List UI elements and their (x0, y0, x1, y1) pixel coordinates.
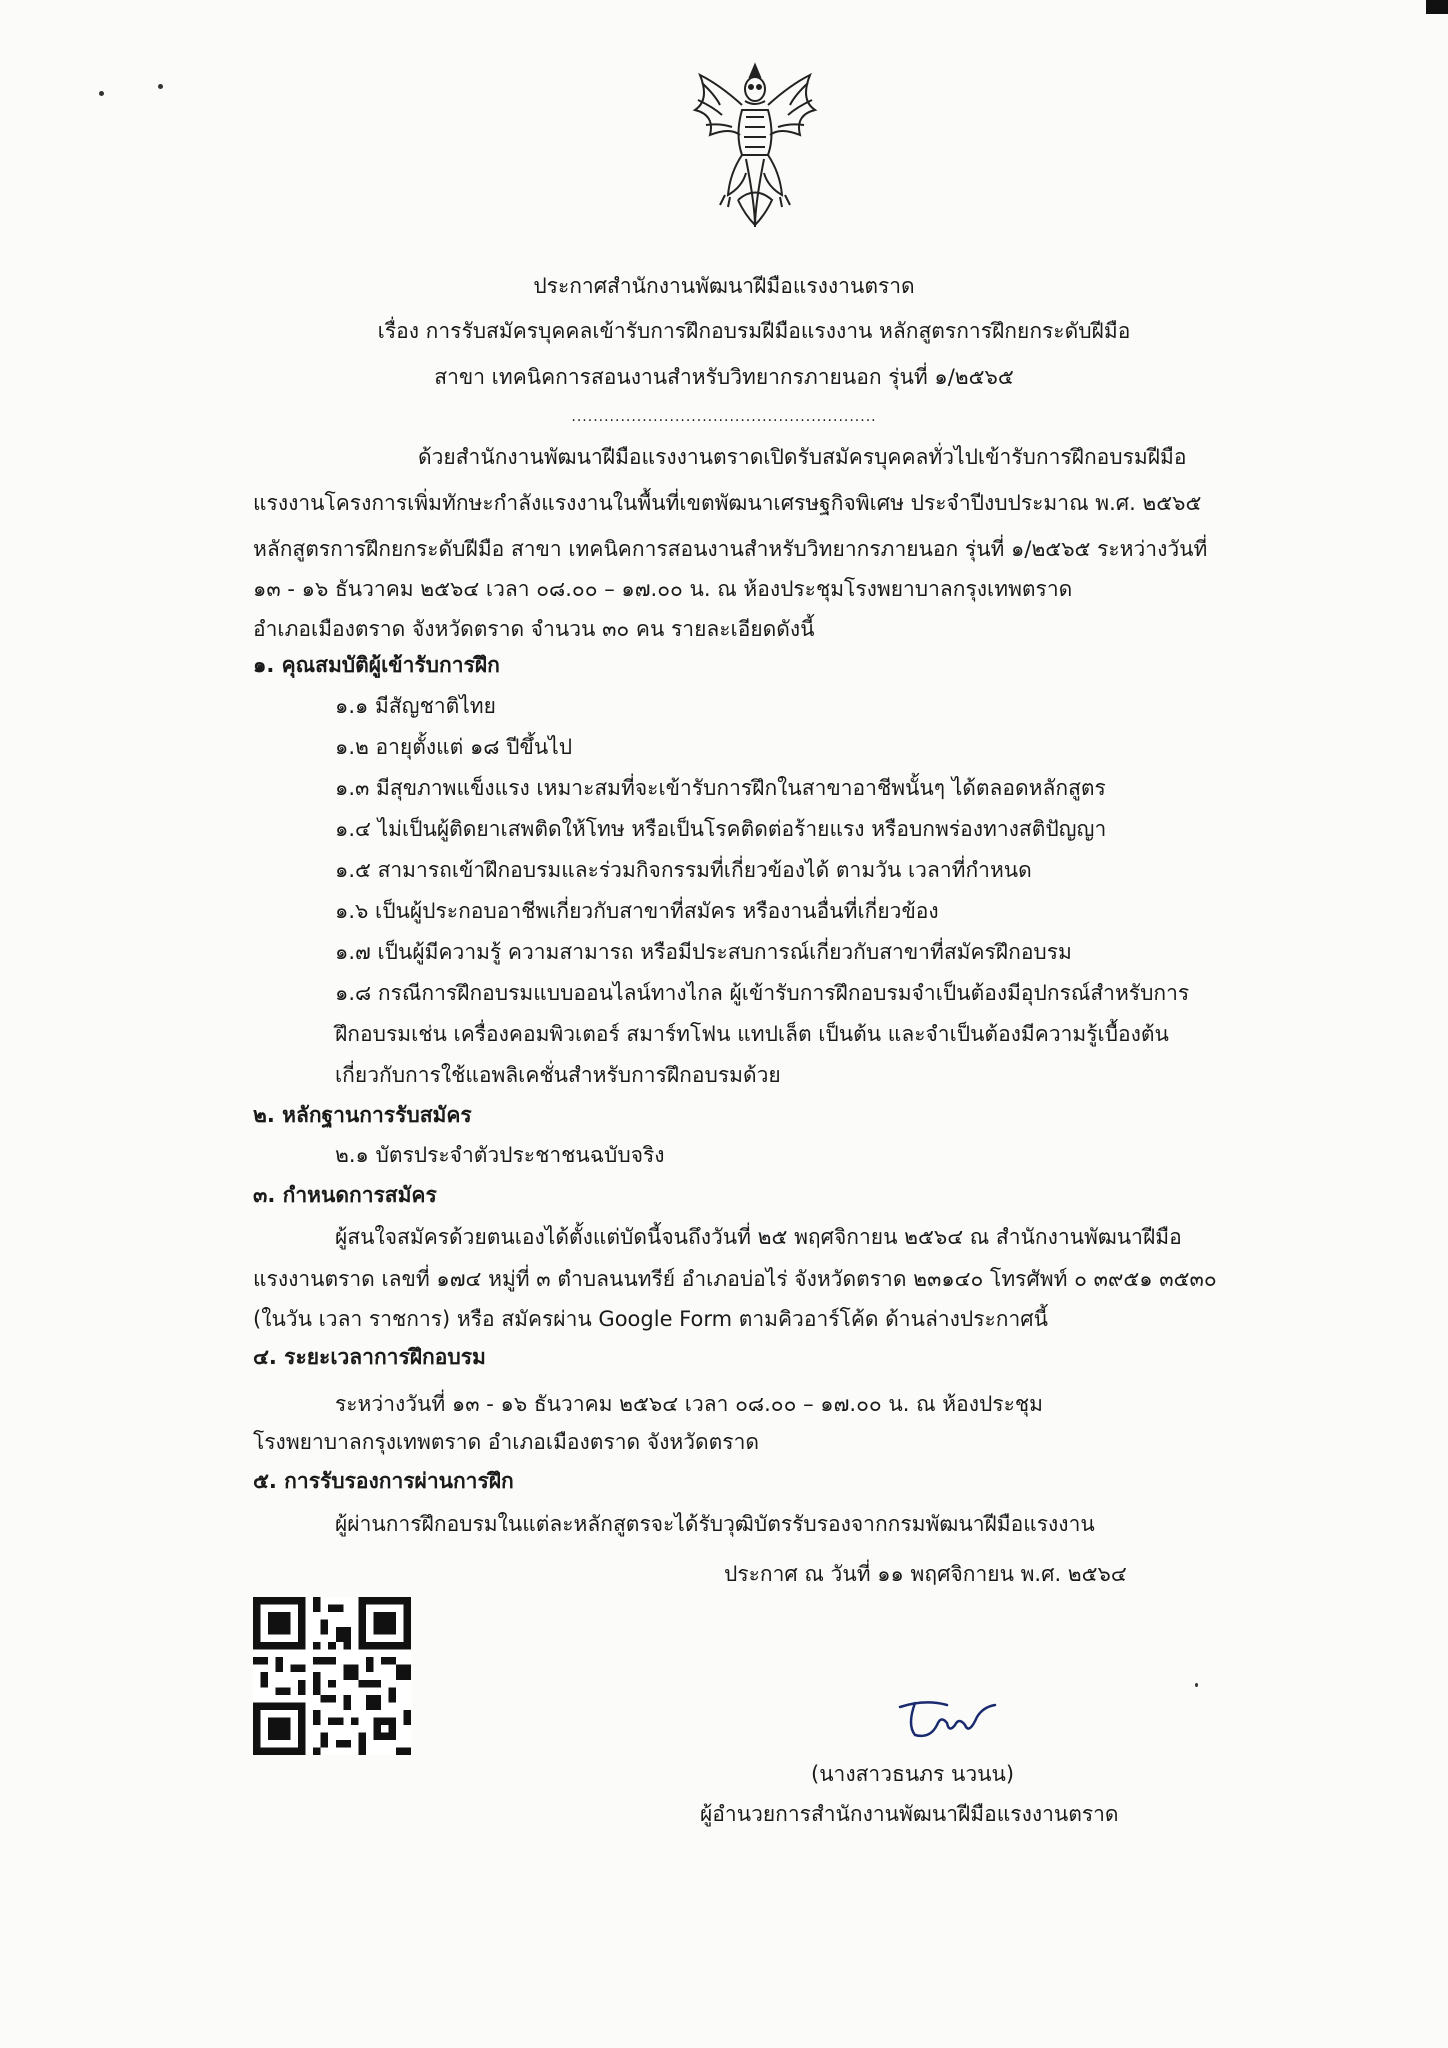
announcement-subject: เรื่อง การรับสมัครบุคคลเข้ารับการฝึกอบรมฝีมือแรงงาน หลักสูตรการฝึกยกระดับฝีมือ (377, 319, 1131, 343)
signer-name: (นางสาวธนภร นวนน) (811, 1762, 1015, 1786)
qualification-item: ๑.๓ มีสุขภาพแข็งแรง เหมาะสมที่จะเข้ารับการฝึกในสาขาอาชีพนั้นๆ ได้ตลอดหลักสูตร (335, 776, 1106, 800)
evidence-item: ๒.๑ บัตรประจำตัวประชาชนฉบับจริง (335, 1143, 665, 1167)
announcement-date: ประกาศ ณ วันที่ ๑๑ พฤศจิกายน พ.ศ. ๒๕๖๔ (724, 1562, 1127, 1586)
qualification-item-continued: ฝึกอบรมเช่น เครื่องคอมพิวเตอร์ สมาร์ทโฟน แทปเล็ต เป็นต้น และจำเป็นต้องมีความรู้เบื้องต้น (335, 1022, 1169, 1046)
section-4-heading: ๔. ระยะเวลาการฝึกอบรม (253, 1345, 486, 1369)
registration-line-1: ผู้สนใจสมัครด้วยตนเองได้ตั้งแต่บัดนี้จนถึงวันที่ ๒๕ พฤศจิกายน ๒๕๖๔ ณ สำนักงานพัฒนาฝีมือ (335, 1225, 1182, 1249)
section-1-heading: ๑. คุณสมบัติผู้เข้ารับการฝึก (253, 653, 500, 677)
qualification-item: ๑.๔ ไม่เป็นผู้ติดยาเสพติดให้โทษ หรือเป็นโรคติดต่อร้ายแรง หรือบกพร่องทางสติปัญญา (335, 817, 1107, 841)
scan-edge-mark (1426, 0, 1448, 14)
qualification-item: ๑.๗ เป็นผู้มีความรู้ ความสามารถ หรือมีประสบการณ์เกี่ยวกับสาขาที่สมัครฝึกอบรม (335, 940, 1072, 964)
title-divider: ........................................................ (571, 409, 877, 425)
qualification-item: ๑.๑ มีสัญชาติไทย (335, 694, 496, 718)
garuda-emblem-icon (680, 55, 830, 235)
intro-line-1: ด้วยสำนักงานพัฒนาฝีมือแรงงานตราดเปิดรับสมัครบุคคลทั่วไปเข้ารับการฝึกอบรมฝีมือ (418, 445, 1187, 469)
qualification-item: ๑.๖ เป็นผู้ประกอบอาชีพเกี่ยวกับสาขาที่สมัคร หรืองานอื่นที่เกี่ยวข้อง (335, 899, 939, 923)
scan-speck (158, 84, 163, 89)
scan-speck (1195, 1683, 1198, 1687)
qualification-item-continued: เกี่ยวกับการใช้แอพลิเคชั่นสำหรับการฝึกอบรมด้วย (335, 1063, 781, 1087)
qualification-item: ๑.๘ กรณีการฝึกอบรมแบบออนไลน์ทางไกล ผู้เข้ารับการฝึกอบรมจำเป็นต้องมีอุปกรณ์สำหรับการ (335, 981, 1190, 1005)
qualification-item: ๑.๕ สามารถเข้าฝึกอบรมและร่วมกิจกรรมที่เกี่ยวข้องได้ ตามวัน เวลาที่กำหนด (335, 858, 1032, 882)
training-period-line-2: โรงพยาบาลกรุงเทพตราด อำเภอเมืองตราด จังหวัดตราด (253, 1430, 759, 1454)
scan-speck (99, 91, 104, 96)
intro-line-2: แรงงานโครงการเพิ่มทักษะกำลังแรงงานในพื้นที่เขตพัฒนาเศรษฐกิจพิเศษ ประจำปีงบประมาณ พ.ศ. ๒๕๖๕ (253, 491, 1202, 515)
registration-line-3: (ในวัน เวลา ราชการ) หรือ สมัครผ่าน Google Form ตามคิวอาร์โค้ด ด้านล่างประกาศนี้ (253, 1307, 1048, 1331)
section-3-heading: ๓. กำหนดการสมัคร (253, 1183, 437, 1207)
section-2-heading: ๒. หลักฐานการรับสมัคร (253, 1103, 472, 1127)
certification-line: ผู้ผ่านการฝึกอบรมในแต่ละหลักสูตรจะได้รับวุฒิบัตรรับรองจากกรมพัฒนาฝีมือแรงงาน (335, 1512, 1095, 1536)
announcement-subject-line2: สาขา เทคนิคการสอนงานสำหรับวิทยากรภายนอก รุ่นที่ ๑/๒๕๖๕ (434, 365, 1014, 389)
announcement-title: ประกาศสำนักงานพัฒนาฝีมือแรงงานตราด (533, 274, 915, 298)
handwritten-signature (885, 1695, 1005, 1745)
intro-line-3: หลักสูตรการฝึกยกระดับฝีมือ สาขา เทคนิคการสอนงานสำหรับวิทยากรภายนอก รุ่นที่ ๑/๒๕๖๕ ระหว่างวันที่ (253, 537, 1208, 561)
registration-line-2: แรงงานตราด เลขที่ ๑๗๔ หมู่ที่ ๓ ตำบลนนทรีย์ อำเภอบ่อไร่ จังหวัดตราด ๒๓๑๔๐ โทรศัพท์ ๐ ๓๙๕๑ ๓๕๓๐ (253, 1267, 1217, 1291)
qualification-item: ๑.๒ อายุตั้งแต่ ๑๘ ปีขึ้นไป (335, 735, 573, 759)
section-5-heading: ๕. การรับรองการผ่านการฝึก (253, 1469, 514, 1493)
intro-line-5: อำเภอเมืองตราด จังหวัดตราด จำนวน ๓๐ คน รายละเอียดดังนี้ (253, 617, 815, 641)
signer-title: ผู้อำนวยการสำนักงานพัฒนาฝีมือแรงงานตราด (700, 1802, 1119, 1826)
training-period-line-1: ระหว่างวันที่ ๑๓ - ๑๖ ธันวาคม ๒๕๖๔ เวลา ๐๘.๐๐ – ๑๗.๐๐ น. ณ ห้องประชุม (335, 1392, 1043, 1416)
intro-line-4: ๑๓ - ๑๖ ธันวาคม ๒๕๖๔ เวลา ๐๘.๐๐ – ๑๗.๐๐ น. ณ ห้องประชุมโรงพยาบาลกรุงเทพตราด (253, 577, 1073, 601)
qr-code-icon[interactable] (253, 1597, 411, 1755)
